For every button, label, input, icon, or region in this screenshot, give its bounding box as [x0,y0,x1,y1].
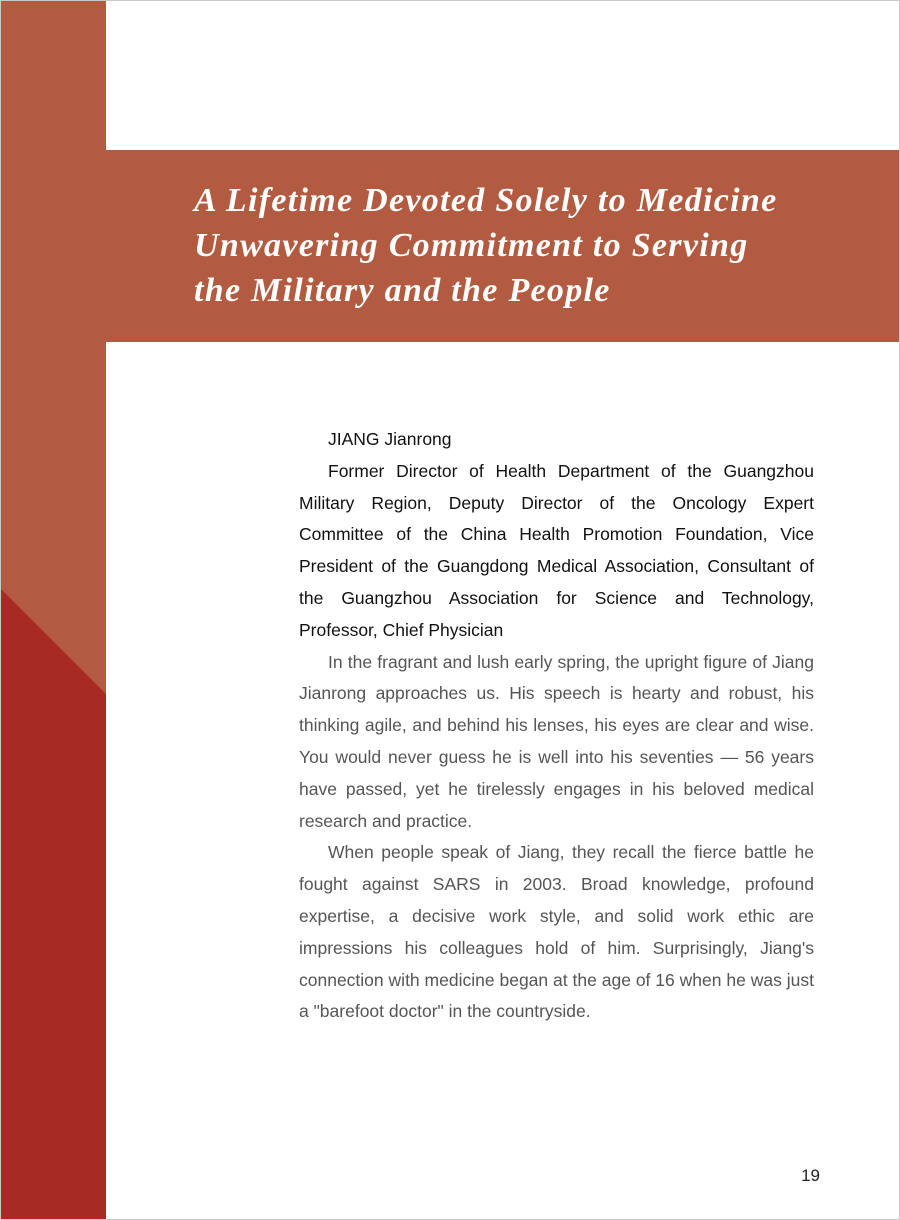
article-paragraph-1: In the fragrant and lush early spring, the upright figure of Jiang Jianrong approaches us. His speech is hearty and robust, his thinking agile, and behind his lenses, his eyes are clear and wise. You would never guess he is well into his seventies — 56 years have passed, yet he tirelessly engages in his beloved medical research and practice. [299,651,814,831]
title-line-3: the Military and the People [194,272,611,309]
title-line-1: A Lifetime Devoted Solely to Medicine [194,182,778,219]
article-paragraph-2: When people speak of Jiang, they recall the fierce battle he fought against SARS in 2003. Broad knowledge, profound expertise, a decisive work style, and solid work ethic are impressions his colleagues hold of him. Surprisingly, Jiang's connection with medicine began at the age of 16 when he was just a "barefoot doctor" in the countryside. [299,842,814,1022]
decorative-side-strip [0,0,106,1220]
side-strip-lower-triangle [0,588,106,1220]
profile-name: JIANG Jianrong [328,429,452,449]
title-line-2: Unwavering Commitment to Serving [194,227,749,264]
title-banner [106,150,900,342]
side-strip-graphic [0,0,106,1220]
article-body [299,424,814,1028]
profile-bio: Former Director of Health Department of the Guangzhou Military Region, Deputy Director of the Oncology Expert Committee of the China Health Promotion Foundation, Vice President of the Guangdong Medical Association, Consultant of the Guangzhou Association for Science and Technology, Professor, Chief Physician [299,460,814,640]
page-number: 19 [801,1166,820,1185]
article-title [194,178,884,313]
